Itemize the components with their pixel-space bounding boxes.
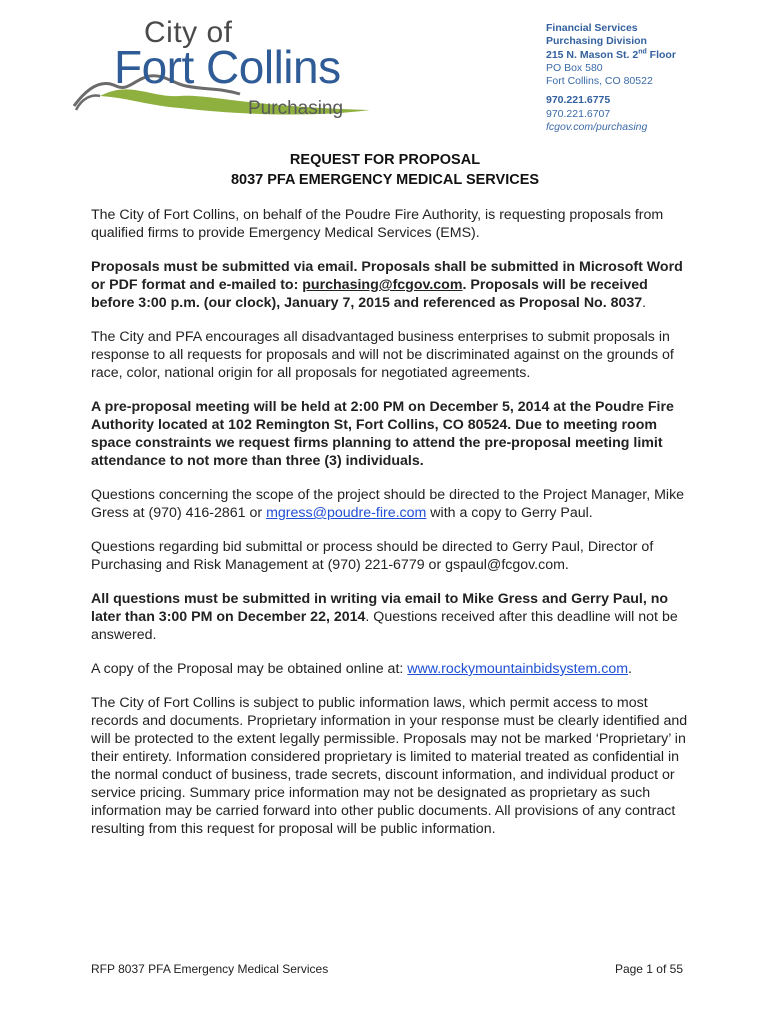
paragraph-public-info: The City of Fort Collins is subject to public information laws, which permit access to most records and documents. Proprietary information in your response must be clearly identified and will be protected to the extent legally permissible. Proposals may not be marked ‘Proprietary’ in their entirety. Information considered proprietary is limited to material treated as confidential in the normal conduct of business, trade secrets, discount information, and individual product or service pricing. Summary price information may not be designated as proprietary as such information may be carried forward into other public documents. All provisions of any contract resulting from this request for proposal will be public information. <box>91 695 688 837</box>
contact-block <box>546 22 676 134</box>
contact-address: 215 N. Mason St. 2nd Floor <box>546 48 676 61</box>
contact-phone: 970.221.6775 <box>546 94 611 107</box>
mgress-email-link[interactable]: mgress@poudre-fire.com <box>266 505 427 521</box>
document-title <box>0 150 770 190</box>
paragraph-deadline: All questions must be submitted in writing via email to Mike Gress and Gerry Paul, no later than 3:00 PM on December 22, 2014. Questions received after this deadline will not be answered. <box>91 591 678 643</box>
paragraph-scope-questions: Questions concerning the scope of the project should be directed to the Project Manager, Mike Gress at (970) 416-2861 or mgress@poudre-fire.com with a copy to Gerry Paul. <box>91 487 685 521</box>
contact-po-box: PO Box 580 <box>546 61 603 74</box>
paragraph-pre-proposal: A pre-proposal meeting will be held at 2:00 PM on December 5, 2014 at the Poudre Fire Authority located at 102 Remington St, Fort Collins, CO 80524. Due to meeting room space constraints we request firms planning to attend the pre-proposal meeting limit attendance to not more than three (3) individuals. <box>91 399 674 469</box>
logo-city-text: City of <box>144 16 233 49</box>
submission-email: purchasing@fcgov.com <box>302 277 463 293</box>
city-logo <box>70 14 380 126</box>
title-line-1: REQUEST FOR PROPOSAL <box>289 152 481 168</box>
page-footer <box>91 962 683 976</box>
contact-division: Purchasing Division <box>546 35 647 48</box>
contact-city-state: Fort Collins, CO 80522 <box>546 75 653 88</box>
page-number: Page 1 of 55 <box>614 962 683 976</box>
logo-name-text: Fort Collins <box>114 41 341 93</box>
paragraph-dbe: The City and PFA encourages all disadvantaged business enterprises to submit proposals in response to all requests for proposals and will not be discriminated against on the grounds of race, color, national origin for all proposals for negotiated agreements. <box>91 329 674 381</box>
logo-sub-text: Purchasing <box>248 98 344 119</box>
document-body <box>91 206 691 854</box>
contact-web: fcgov.com/purchasing <box>546 121 648 134</box>
title-line-2: 8037 PFA EMERGENCY MEDICAL SERVICES <box>230 172 540 188</box>
contact-dept: Financial Services <box>546 22 638 34</box>
bidsystem-link[interactable]: www.rockymountainbidsystem.com <box>407 661 629 677</box>
paragraph-intro: The City of Fort Collins, on behalf of the Poudre Fire Authority, is requesting proposals from qualified firms to provide Emergency Medical Services (EMS). <box>91 207 664 241</box>
paragraph-bid-questions: Questions regarding bid submittal or process should be directed to Gerry Paul, Director of Purchasing and Risk Management at (970) 221-6779 or gspaul@fcgov.com. <box>91 539 654 573</box>
paragraph-submission: Proposals must be submitted via email. Proposals shall be submitted in Microsoft Word or PDF format and e-mailed to: purchasing@fcgov.com. Proposals will be received before 3:00 p.m. (our clock), January 7, 2015 and referenced as Proposal No. 8037. <box>91 259 683 311</box>
footer-left: RFP 8037 PFA Emergency Medical Services <box>91 962 329 976</box>
paragraph-copy: A copy of the Proposal may be obtained online at: www.rockymountainbidsystem.com. <box>91 661 632 677</box>
contact-fax: 970.221.6707 <box>546 107 611 120</box>
